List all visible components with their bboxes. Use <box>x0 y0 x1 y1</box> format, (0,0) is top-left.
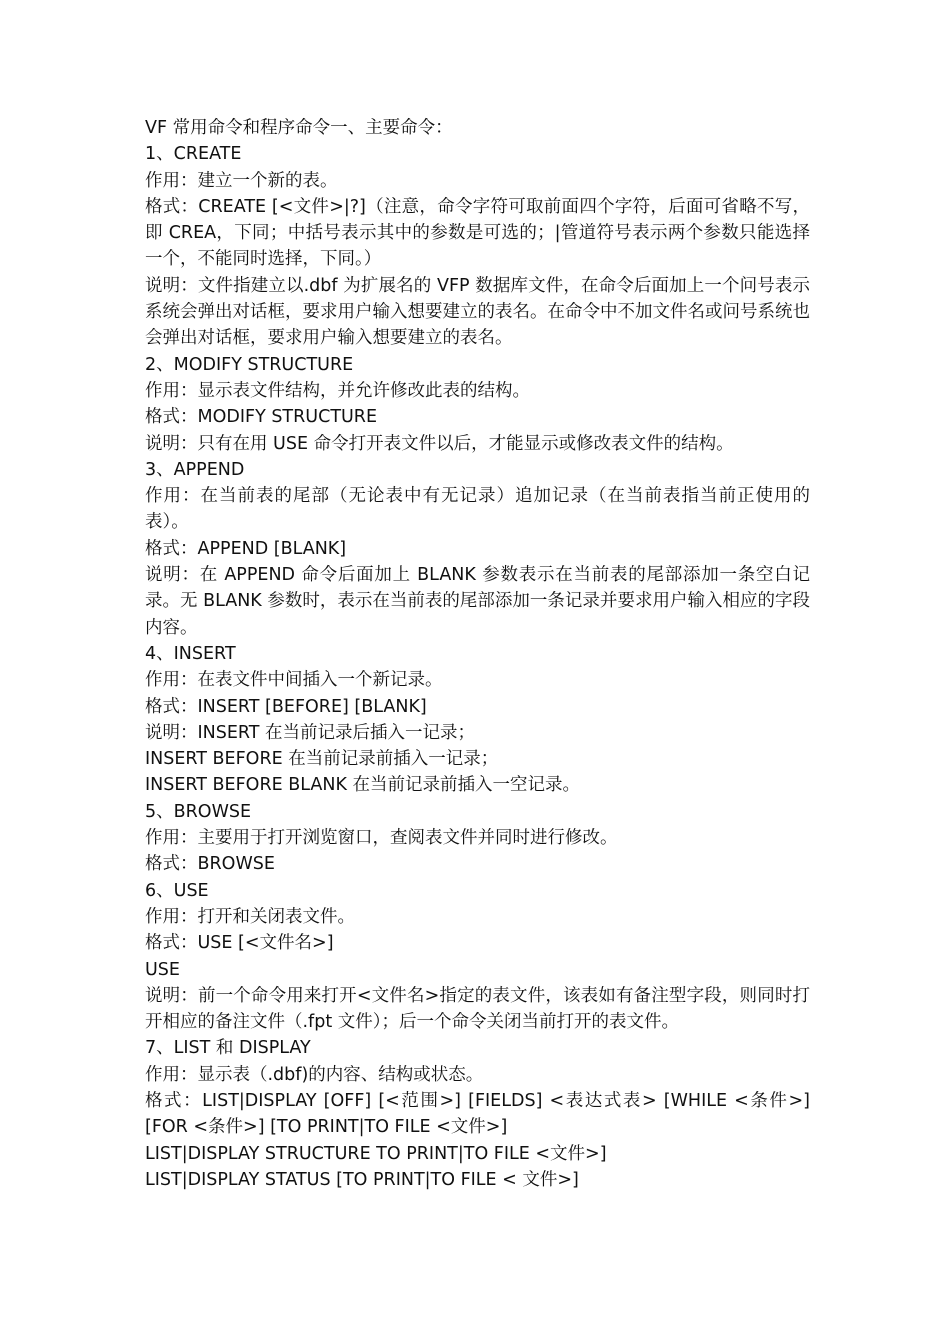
text-line: 2、MODIFY STRUCTURE <box>145 354 354 375</box>
text-line: LIST|DISPLAY STRUCTURE TO PRINT|TO FILE <文件>] <box>145 1143 607 1164</box>
text-line: 6、USE <box>145 880 209 901</box>
text-line: LIST|DISPLAY STATUS [TO PRINT|TO FILE < 文件>] <box>145 1169 579 1190</box>
text-line: 5、BROWSE <box>145 801 252 822</box>
text-line: INSERT BEFORE BLANK 在当前记录前插入一空记录。 <box>145 775 580 796</box>
text-line: 格式：LIST|DISPLAY [OFF] [<范围>] [FIELDS] <表达式表> [WHILE <条件>] [FOR <条件>] [TO PRINT|TO FILE <文件>] <box>145 1090 810 1138</box>
text-line: 格式：MODIFY STRUCTURE <box>145 407 378 428</box>
text-line: 作用：在当前表的尾部（无论表中有无记录）追加记录（在当前表指当前正使用的表）。 <box>145 486 810 533</box>
text-line: 作用：打开和关闭表文件。 <box>145 906 355 927</box>
text-line: 7、LIST 和 DISPLAY <box>145 1038 311 1059</box>
text-line: USE <box>145 959 180 980</box>
text-line: 说明：前一个命令用来打开<文件名>指定的表文件，该表如有备注型字段，则同时打开相应的备注文件（.fpt 文件）；后一个命令关闭当前打开的表文件。 <box>145 985 810 1033</box>
text-line: VF 常用命令和程序命令一、主要命令： <box>145 118 453 138</box>
text-line: 作用：建立一个新的表。 <box>145 170 338 191</box>
text-line: 3、APPEND <box>145 459 245 480</box>
text-line: 作用：主要用于打开浏览窗口，查阅表文件并同时进行修改。 <box>145 828 618 849</box>
text-line: 1、CREATE <box>145 144 242 165</box>
text-line: 说明：只有在用 USE 命令打开表文件以后，才能显示或修改表文件的结构。 <box>145 433 734 454</box>
text-line: 4、INSERT <box>145 643 236 664</box>
text-line: 格式：CREATE [<文件>|?]（注意，命令字符可取前面四个字符，后面可省略不写，即 CREA，下同；中括号表示其中的参数是可选的；|管道符号表示两个参数只能选择一个，不能同时选择，下同。） <box>145 196 810 270</box>
text-line: INSERT BEFORE 在当前记录前插入一记录； <box>145 749 499 770</box>
text-line: 作用：在表文件中间插入一个新记录。 <box>145 670 443 691</box>
text-line: 格式：APPEND [BLANK] <box>145 538 347 559</box>
text-line: 格式：USE [<文件名>] <box>145 933 334 954</box>
text-line: 格式：BROWSE <box>145 854 275 875</box>
text-line: 说明：文件指建立以.dbf 为扩展名的 VFP 数据库文件，在命令后面加上一个问号表示系统会弹出对话框，要求用户输入想要建立的表名。在命令中不加文件名或问号系统也会弹出对话框，要求用户输入想要建立的表名。 <box>145 275 810 349</box>
text-line: 作用：显示表（.dbf)的内容、结构或状态。 <box>145 1064 484 1085</box>
document-body <box>145 115 810 1193</box>
text-line: 说明：INSERT 在当前记录后插入一记录； <box>145 722 476 743</box>
text-line: 作用：显示表文件结构，并允许修改此表的结构。 <box>145 380 530 401</box>
text-line: 说明：在 APPEND 命令后面加上 BLANK 参数表示在当前表的尾部添加一条空白记录。无 BLANK 参数时，表示在当前表的尾部添加一条记录并要求用户输入相应的字段内容。 <box>145 565 810 638</box>
text-line: 格式：INSERT [BEFORE] [BLANK] <box>145 696 427 717</box>
